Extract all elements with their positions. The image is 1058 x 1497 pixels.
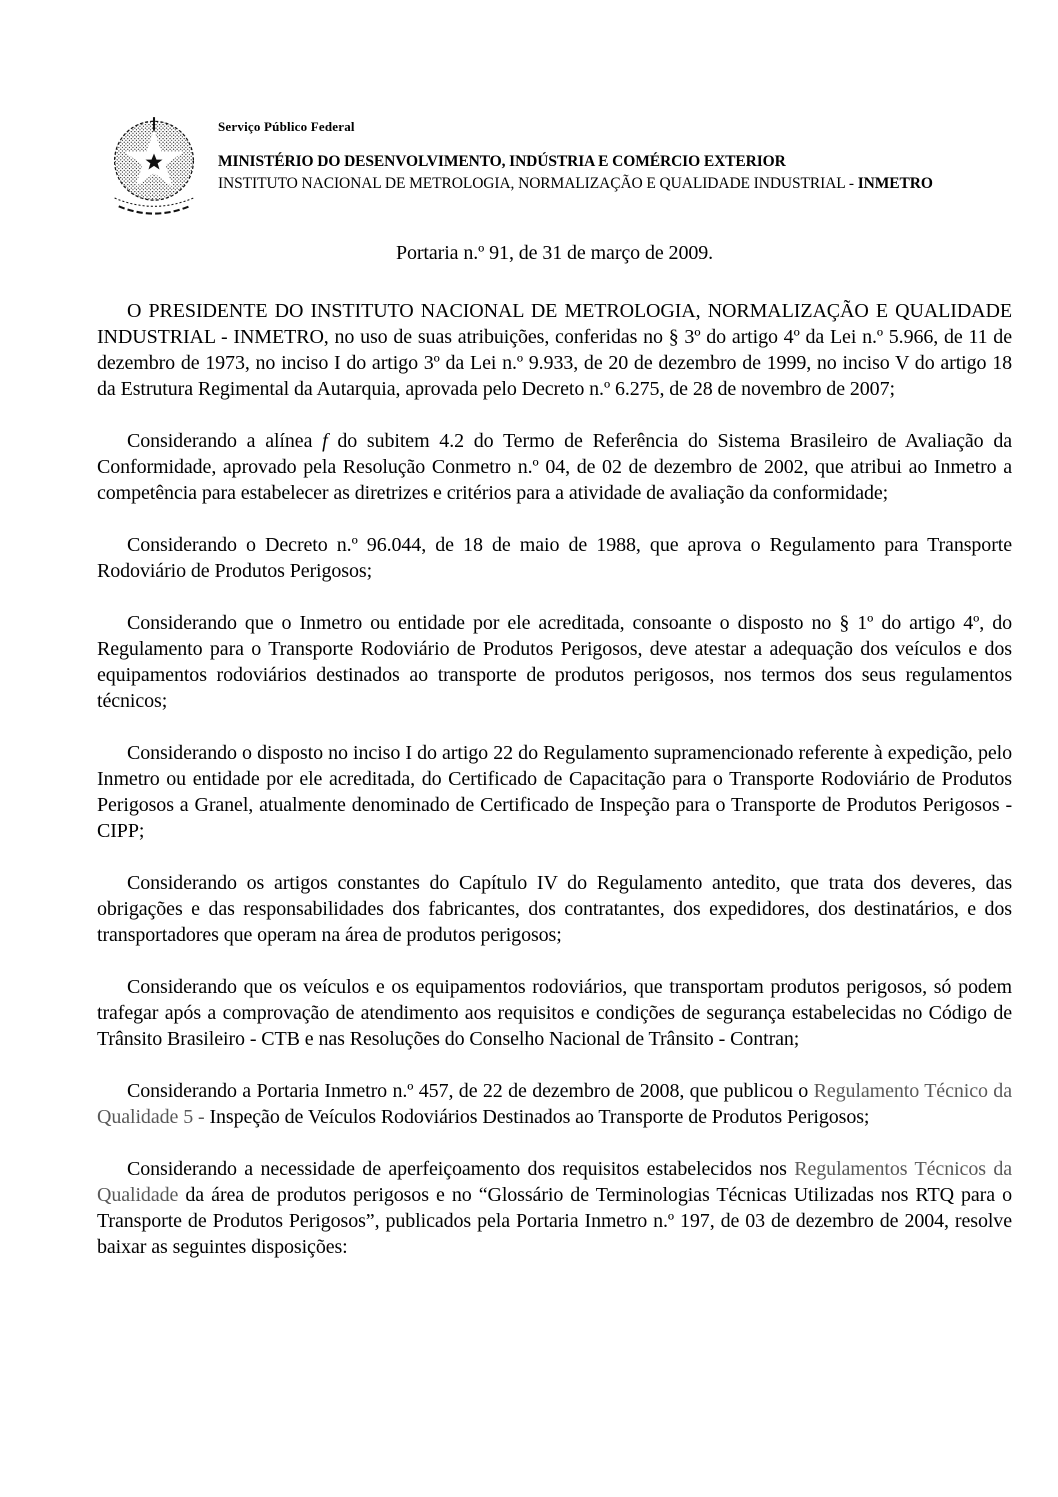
institute-name bbox=[218, 175, 1008, 193]
service-line: Serviço Público Federal bbox=[218, 119, 355, 134]
paragraph-considerando-2: Considerando o Decreto n.º 96.044, de 18 de maio de 1988, que aprova o Regulamento para Transporte Rodoviário de Produtos Perigosos; bbox=[97, 534, 1012, 582]
ministry-name: MINISTÉRIO DO DESENVOLVIMENTO, INDÚSTRIA E COMÉRCIO EXTERIOR bbox=[218, 153, 786, 170]
paragraph-considerando-3: Considerando que o Inmetro ou entidade por ele acreditada, consoante o disposto no § 1º do artigo 4º, do Regulamento para o Transporte Rodoviário de Produtos Perigosos, deve atestar a adequação dos veículos e dos equipamentos rodoviários destinados ao transporte de produtos perigosos, nos termos dos seus regulamentos técnicos; bbox=[97, 612, 1012, 712]
paragraph-considerando-4: Considerando o disposto no inciso I do artigo 22 do Regulamento supramencionado referente à expedição, pelo Inmetro ou entidade por ele acreditada, do Certificado de Capacitação para o Transporte Rodoviário de Produtos Perigosos a Granel, atualmente denominado de Certificado de Inspeção para o Transporte de Produtos Perigosos - CIPP; bbox=[97, 742, 1012, 842]
paragraph-considerando-7: Considerando a Portaria Inmetro n.º 457, de 22 de dezembro de 2008, que publicou o Regulamento Técnico da Qualidade 5 - Inspeção de Veículos Rodoviários Destinados ao Transporte de Produtos Perigosos; bbox=[97, 1080, 1012, 1128]
institute-acronym: INMETRO bbox=[857, 175, 933, 192]
paragraph-considerando-6: Considerando que os veículos e os equipamentos rodoviários, que transportam produtos perigosos, só podem trafegar após a comprovação de atendimento aos requisitos e condições de segurança estabelecidas no Código de Trânsito Brasileiro - CTB e nas Resoluções do Conselho Nacional de Trânsito - Contran; bbox=[97, 976, 1012, 1050]
document-title: Portaria n.º 91, de 31 de março de 2009. bbox=[395, 242, 714, 264]
paragraph-considerando-5: Considerando os artigos constantes do Capítulo IV do Regulamento antedito, que trata dos deveres, das obrigações e das responsabilidades dos fabricantes, dos contratantes, dos expedidores, dos destinatários, e dos transportadores que operam na área de produtos perigosos; bbox=[97, 872, 1012, 946]
paragraph-considerando-8: Considerando a necessidade de aperfeiçoamento dos requisitos estabelecidos nos Regulamentos Técnicos da Qualidade da área de produtos perigosos e no “Glossário de Terminologias Técnicas Utilizadas nos RTQ para o Transporte de Produtos Perigosos”, publicados pela Portaria Inmetro n.º 197, de 03 de dezembro de 2004, resolve baixar as seguintes disposições: bbox=[97, 1158, 1012, 1258]
brazil-coat-of-arms-icon bbox=[102, 113, 206, 225]
document-body bbox=[97, 240, 1012, 1260]
paragraph-preamble: O PRESIDENTE DO INSTITUTO NACIONAL DE METROLOGIA, NORMALIZAÇÃO E QUALIDADE INDUSTRIAL - INMETRO, no uso de suas atribuições, conferidas no § 3º do artigo 4º da Lei n.º 5.966, de 11 de dezembro de 1973, no inciso I do artigo 3º da Lei n.º 9.933, de 20 de dezembro de 1999, no inciso V do artigo 18 da Estrutura Regimental da Autarquia, aprovada pelo Decreto n.º 6.275, de 28 de novembro de 2007; bbox=[97, 300, 1012, 400]
institute-name-text: INSTITUTO NACIONAL DE METROLOGIA, NORMALIZAÇÃO E QUALIDADE INDUSTRIAL - bbox=[218, 175, 858, 192]
letterhead-text bbox=[218, 119, 1008, 193]
letterhead bbox=[100, 113, 1010, 228]
paragraph-considerando-1: Considerando a alínea f do subitem 4.2 do Termo de Referência do Sistema Brasileiro de Avaliação da Conformidade, aprovado pela Resolução Conmetro n.º 04, de 02 de dezembro de 2002, que atribui ao Inmetro a competência para estabelecer as diretrizes e critérios para a atividade de avaliação da conformidade; bbox=[97, 430, 1012, 504]
